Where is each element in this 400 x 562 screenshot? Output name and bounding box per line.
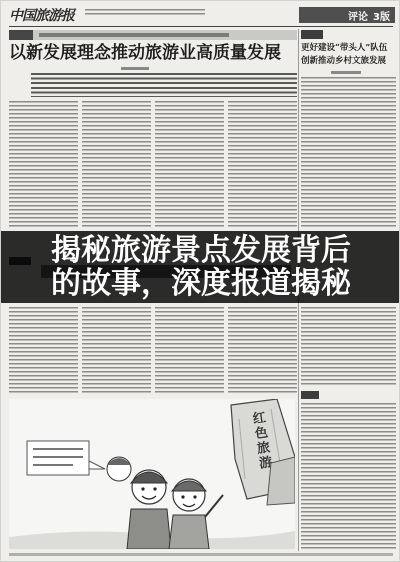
tablet-sign-text: 红色旅游 <box>248 410 273 472</box>
second-body-column <box>228 307 297 395</box>
side-section-label-lower <box>301 391 319 399</box>
lead-body-column <box>155 101 224 227</box>
side-byline <box>331 71 361 74</box>
side-body-text-lower <box>301 403 396 549</box>
second-body-column <box>9 307 78 395</box>
page-tag-number: 3版 <box>373 11 390 23</box>
lead-kicker-text <box>39 33 229 37</box>
lead-intro-paragraph <box>31 73 297 97</box>
lead-body-column <box>228 101 297 227</box>
overlay-banner <box>1 231 400 303</box>
side-body-text <box>301 307 396 387</box>
page-tag <box>299 7 395 23</box>
caption-line <box>33 456 83 458</box>
lead-body-column <box>9 101 78 227</box>
masthead-rule <box>9 26 393 27</box>
second-body-column <box>155 307 224 395</box>
caption-line <box>33 448 83 450</box>
lead-body-column <box>82 101 151 227</box>
cartoon-child-left <box>127 470 171 549</box>
page-tag-section: 评论 <box>348 11 369 23</box>
side-section-label <box>301 30 323 39</box>
lead-kicker-tab <box>9 30 33 40</box>
raised-arm <box>205 495 223 517</box>
lead-kicker-bar <box>9 30 297 40</box>
lead-byline <box>121 67 149 70</box>
caption-tail <box>89 461 105 469</box>
cartoon-figure-back <box>107 457 131 481</box>
overlay-line2: 的故事，深度报道揭秘 <box>51 266 351 301</box>
side-body-text <box>301 77 396 229</box>
caption-line <box>33 464 73 466</box>
overlay-line1: 揭秘旅游景点发展背后 <box>51 233 351 268</box>
masthead-logo: 中国旅游报 <box>9 8 74 24</box>
lead-headline: 以新发展理念推动旅游业高质量发展 <box>9 43 281 63</box>
page-footer <box>9 553 393 556</box>
masthead-meta <box>85 9 205 17</box>
second-body-column <box>82 307 151 395</box>
side-headline-line2: 创新推动乡村文旅发展 <box>301 56 387 66</box>
side-headline-line1: 更好建设“带头人”队伍 <box>301 43 388 53</box>
